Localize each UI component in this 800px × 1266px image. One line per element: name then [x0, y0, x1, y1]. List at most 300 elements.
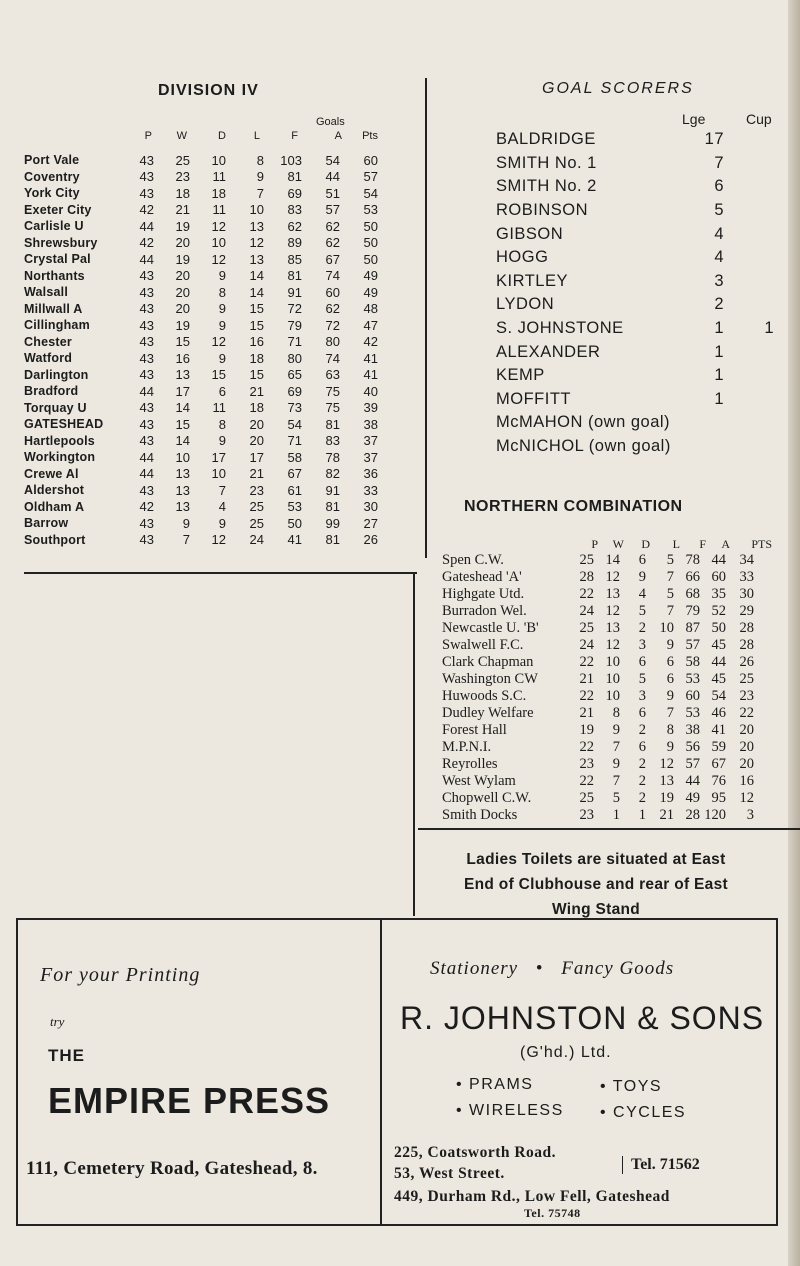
division-row — [24, 416, 378, 433]
stat-cell: 75 — [325, 383, 340, 399]
stat-cell: 1 — [638, 807, 646, 823]
address-line-3: 449, Durham Rd., Low Fell, Gateshead — [394, 1188, 670, 1205]
team-name: Newcastle U. 'B' — [442, 620, 539, 636]
stat-cell: 44 — [711, 654, 726, 670]
scorer-lge: 6 — [714, 177, 724, 196]
scorer-row — [496, 199, 774, 223]
stat-cell: 40 — [363, 383, 378, 399]
stat-cell: 83 — [325, 433, 340, 449]
stat-cell: 53 — [287, 499, 302, 515]
stat-cell: 83 — [287, 202, 302, 218]
stat-cell: 16 — [175, 350, 190, 366]
stat-cell: 21 — [579, 671, 594, 687]
stat-cell: 7 — [218, 482, 226, 498]
lower-divider — [413, 572, 415, 916]
team-name: Chester — [24, 334, 72, 349]
stat-cell: 33 — [739, 569, 754, 585]
division-row — [24, 350, 378, 367]
stat-cell: 23 — [579, 807, 594, 823]
stat-cell: 14 — [249, 268, 264, 284]
team-name: Walsall — [24, 285, 69, 300]
nc-row — [442, 790, 754, 807]
stat-cell: 42 — [139, 235, 154, 251]
stat-cell: 7 — [666, 705, 674, 721]
stat-cell: 21 — [659, 807, 674, 823]
team-name: Oldham A — [24, 499, 85, 514]
scorer-lge: 1 — [714, 366, 724, 385]
stat-cell: 54 — [711, 688, 726, 704]
team-name: Darlington — [24, 367, 89, 382]
stat-cell: 7 — [256, 185, 264, 201]
stat-cell: 99 — [325, 515, 340, 531]
nc-header-pts: PTS — [751, 537, 772, 551]
stat-cell: 74 — [325, 268, 340, 284]
stat-cell: 67 — [325, 251, 340, 267]
stat-cell: 7 — [182, 532, 190, 548]
stat-cell: 29 — [739, 603, 754, 619]
stat-cell: 27 — [363, 515, 378, 531]
team-name: Northants — [24, 268, 85, 283]
scorer-name: ROBINSON — [496, 201, 589, 220]
stat-cell: 20 — [739, 739, 754, 755]
stat-cell: 16 — [739, 773, 754, 789]
stat-cell: 63 — [325, 367, 340, 383]
stat-cell: 50 — [363, 251, 378, 267]
team-name: York City — [24, 186, 80, 201]
stat-cell: 47 — [363, 317, 378, 333]
stat-cell: 9 — [218, 350, 226, 366]
scorer-cup — [724, 340, 774, 364]
stat-cell: 9 — [218, 515, 226, 531]
header-a: A — [334, 130, 342, 142]
stat-cell: 95 — [711, 790, 726, 806]
stat-cell: 16 — [249, 334, 264, 350]
stat-cell: 91 — [325, 482, 340, 498]
stat-cell: 20 — [175, 235, 190, 251]
nc-row — [442, 688, 754, 705]
stat-cell: 8 — [256, 152, 264, 168]
stat-cell: 19 — [175, 317, 190, 333]
division-row — [24, 169, 378, 186]
team-name: Southport — [24, 532, 86, 547]
stat-cell: 60 — [685, 688, 700, 704]
stat-cell: 9 — [218, 268, 226, 284]
header-f: F — [291, 130, 298, 142]
stat-cell: 72 — [325, 317, 340, 333]
stat-cell: 26 — [739, 654, 754, 670]
stat-cell: 62 — [325, 301, 340, 317]
stat-cell: 45 — [711, 637, 726, 653]
team-name: Bradford — [24, 384, 79, 399]
stat-cell: 68 — [685, 586, 700, 602]
scorer-cup: 1 — [764, 319, 774, 338]
scorer-cup — [724, 199, 774, 223]
stat-cell: 43 — [139, 169, 154, 185]
header-p: P — [144, 130, 152, 142]
team-name: West Wylam — [442, 773, 516, 789]
division-row — [24, 482, 378, 499]
stat-cell: 65 — [287, 367, 302, 383]
scorer-name: SMITH No. 1 — [496, 153, 597, 172]
stat-cell: 43 — [139, 532, 154, 548]
scorer-cup — [724, 388, 774, 412]
stat-cell: 20 — [249, 416, 264, 432]
stat-cell: 13 — [175, 499, 190, 515]
stat-cell: 18 — [211, 185, 226, 201]
stat-cell: 28 — [685, 807, 700, 823]
team-name: Workington — [24, 450, 96, 465]
stat-cell: 19 — [579, 722, 594, 738]
stat-cell: 15 — [175, 334, 190, 350]
stat-cell: 42 — [139, 499, 154, 515]
stat-cell: 21 — [175, 202, 190, 218]
team-name: Crystal Pal — [24, 252, 91, 267]
stat-cell: 28 — [739, 637, 754, 653]
stat-cell: 4 — [218, 499, 226, 515]
stat-cell: 44 — [685, 773, 700, 789]
stat-cell: 43 — [139, 515, 154, 531]
scorer-row — [496, 364, 774, 388]
nc-row — [442, 756, 754, 773]
stat-cell: 58 — [685, 654, 700, 670]
nc-row — [442, 620, 754, 637]
stat-cell: 89 — [287, 235, 302, 251]
stat-cell: 54 — [287, 416, 302, 432]
stat-cell: 23 — [579, 756, 594, 772]
scorer-lge — [684, 411, 724, 435]
scorer-cup — [724, 175, 774, 199]
team-name: Cillingham — [24, 318, 90, 333]
scorer-lge: 1 — [714, 319, 724, 338]
stat-cell: 3 — [638, 637, 646, 653]
stat-cell: 66 — [685, 569, 700, 585]
team-name: Burradon Wel. — [442, 603, 527, 619]
stat-cell: 11 — [212, 400, 226, 416]
header-w: W — [176, 130, 187, 142]
scorer-row — [496, 435, 774, 459]
nc-row — [442, 773, 754, 790]
stat-cell: 9 — [182, 515, 190, 531]
stat-cell: 20 — [739, 722, 754, 738]
stat-cell: 12 — [659, 756, 674, 772]
stat-cell: 21 — [579, 705, 594, 721]
division-row — [24, 317, 378, 334]
stat-cell: 43 — [139, 152, 154, 168]
center-divider — [425, 78, 427, 558]
division-row — [24, 433, 378, 450]
nc-header-d: D — [641, 537, 650, 551]
stat-cell: 6 — [638, 739, 646, 755]
stat-cell: 24 — [579, 637, 594, 653]
stat-cell: 25 — [579, 790, 594, 806]
stat-cell: 13 — [605, 620, 620, 636]
stat-cell: 28 — [739, 620, 754, 636]
stat-cell: 80 — [287, 350, 302, 366]
stat-cell: 75 — [325, 400, 340, 416]
nc-rows — [442, 552, 754, 824]
team-name: Clark Chapman — [442, 654, 534, 670]
team-name: M.P.N.I. — [442, 739, 492, 755]
division-row — [24, 284, 378, 301]
division-rows — [24, 152, 378, 548]
stat-cell: 44 — [139, 218, 154, 234]
stat-cell: 73 — [287, 400, 302, 416]
stat-cell: 13 — [175, 466, 190, 482]
stat-cell: 22 — [579, 739, 594, 755]
team-name: Crewe Al — [24, 466, 79, 481]
nc-table-body — [442, 552, 754, 824]
stationery-label: Stationery — [430, 958, 519, 979]
team-name: Aldershot — [24, 483, 85, 498]
team-name: Barrow — [24, 516, 69, 531]
stat-cell: 15 — [211, 367, 226, 383]
team-name: Dudley Welfare — [442, 705, 534, 721]
stat-cell: 9 — [666, 739, 674, 755]
stat-cell: 79 — [287, 317, 302, 333]
stat-cell: 3 — [746, 807, 754, 823]
stat-cell: 22 — [579, 654, 594, 670]
stat-cell: 62 — [325, 218, 340, 234]
stat-cell: 12 — [211, 334, 226, 350]
stat-cell: 14 — [249, 284, 264, 300]
scorer-name: SMITH No. 2 — [496, 177, 597, 196]
stat-cell: 43 — [139, 416, 154, 432]
stat-cell: 41 — [363, 350, 378, 366]
division-row — [24, 301, 378, 318]
scorer-cup — [724, 270, 774, 294]
division-row — [24, 383, 378, 400]
scorer-name: McMAHON (own goal) — [496, 413, 671, 432]
stat-cell: 35 — [711, 586, 726, 602]
header-l: L — [253, 130, 260, 142]
stat-cell: 91 — [287, 284, 302, 300]
stat-cell: 41 — [363, 367, 378, 383]
bullet-separator: • — [535, 958, 544, 979]
lge-header: Lge — [682, 111, 706, 127]
stat-cell: 19 — [175, 251, 190, 267]
team-name: GATESHEAD — [24, 417, 104, 432]
stat-cell: 25 — [579, 620, 594, 636]
team-name: Swalwell F.C. — [442, 637, 524, 653]
stat-cell: 5 — [638, 603, 646, 619]
nc-row — [442, 569, 754, 586]
stat-cell: 11 — [212, 202, 226, 218]
scorer-row — [496, 293, 774, 317]
stat-cell: 13 — [605, 586, 620, 602]
stat-cell: 6 — [638, 654, 646, 670]
nc-row — [442, 705, 754, 722]
stat-cell: 49 — [363, 284, 378, 300]
page-edge — [788, 0, 800, 1266]
scorer-name: HOGG — [496, 248, 549, 267]
stat-cell: 36 — [363, 466, 378, 482]
nc-header-l: L — [672, 537, 680, 551]
division-title: DIVISION IV — [158, 82, 259, 99]
scorer-name: GIBSON — [496, 224, 564, 243]
stat-cell: 43 — [139, 350, 154, 366]
address-line-1: 225, Coatsworth Road. — [394, 1144, 557, 1161]
division-header-row — [24, 130, 416, 146]
team-name: Millwall A — [24, 301, 83, 316]
stat-cell: 12 — [605, 569, 620, 585]
stat-cell: 20 — [175, 284, 190, 300]
stat-cell: 58 — [287, 449, 302, 465]
nc-row — [442, 637, 754, 654]
stat-cell: 18 — [175, 185, 190, 201]
stat-cell: 24 — [249, 532, 264, 548]
division-row — [24, 449, 378, 466]
stat-cell: 60 — [363, 152, 378, 168]
scorer-row — [496, 152, 774, 176]
stat-cell: 43 — [139, 367, 154, 383]
team-name: Hartlepools — [24, 433, 95, 448]
division-row — [24, 202, 378, 219]
stat-cell: 2 — [638, 620, 646, 636]
stat-cell: 9 — [638, 569, 646, 585]
scorer-lge: 17 — [704, 130, 724, 149]
notice-line-3: Wing Stand — [551, 901, 641, 918]
stat-cell: 46 — [711, 705, 726, 721]
toilets-notice — [426, 847, 766, 922]
scorer-lge: 2 — [714, 295, 724, 314]
division-row — [24, 185, 378, 202]
scorer-cup — [724, 246, 774, 270]
stat-cell: 81 — [287, 169, 302, 185]
stat-cell: 17 — [249, 449, 264, 465]
stat-cell: 2 — [638, 756, 646, 772]
stat-cell: 67 — [287, 466, 302, 482]
stat-cell: 13 — [175, 482, 190, 498]
team-name: Chopwell C.W. — [442, 790, 532, 806]
stat-cell: 9 — [256, 169, 264, 185]
stat-cell: 30 — [363, 499, 378, 515]
division-bottom-rule — [24, 572, 417, 574]
stat-cell: 3 — [638, 688, 646, 704]
division-row — [24, 532, 378, 549]
stat-cell: 43 — [139, 334, 154, 350]
stat-cell: 76 — [711, 773, 726, 789]
stat-cell: 38 — [363, 416, 378, 432]
stat-cell: 21 — [249, 466, 264, 482]
stat-cell: 22 — [579, 688, 594, 704]
stat-cell: 17 — [175, 383, 190, 399]
nc-row — [442, 603, 754, 620]
stat-cell: 37 — [363, 433, 378, 449]
stat-cell: 10 — [175, 449, 190, 465]
stat-cell: 54 — [363, 185, 378, 201]
stat-cell: 30 — [739, 586, 754, 602]
stat-cell: 52 — [711, 603, 726, 619]
stat-cell: 10 — [249, 202, 264, 218]
stat-cell: 67 — [711, 756, 726, 772]
stat-cell: 44 — [325, 169, 340, 185]
division-row — [24, 466, 378, 483]
scorer-cup — [724, 364, 774, 388]
stat-cell: 19 — [175, 218, 190, 234]
stat-cell: 10 — [605, 671, 620, 687]
stat-cell: 18 — [249, 400, 264, 416]
stat-cell: 5 — [612, 790, 620, 806]
stat-cell: 8 — [218, 284, 226, 300]
stat-cell: 14 — [605, 552, 620, 568]
printing-tagline: For your Printing — [40, 964, 201, 986]
stat-cell: 44 — [139, 383, 154, 399]
stat-cell: 8 — [218, 416, 226, 432]
stat-cell: 12 — [211, 251, 226, 267]
scorer-row — [496, 270, 774, 294]
nc-row — [442, 722, 754, 739]
stat-cell: 53 — [685, 671, 700, 687]
stat-cell: 20 — [175, 301, 190, 317]
stat-cell: 9 — [218, 301, 226, 317]
stat-cell: 12 — [249, 235, 264, 251]
scorer-name: McNICHOL (own goal) — [496, 437, 671, 456]
stat-cell: 53 — [363, 202, 378, 218]
nc-header-p: P — [591, 537, 598, 551]
scorer-lge: 4 — [714, 248, 724, 267]
team-name: Watford — [24, 351, 73, 366]
stat-cell: 22 — [579, 773, 594, 789]
scorer-lge: 5 — [714, 201, 724, 220]
stat-cell: 41 — [711, 722, 726, 738]
stat-cell: 56 — [685, 739, 700, 755]
scorer-row — [496, 317, 774, 341]
stat-cell: 87 — [685, 620, 700, 636]
stat-cell: 15 — [249, 317, 264, 333]
stat-cell: 50 — [363, 235, 378, 251]
nc-row — [442, 552, 754, 569]
stat-cell: 78 — [685, 552, 700, 568]
try-text: try — [50, 1014, 65, 1029]
stat-cell: 7 — [666, 569, 674, 585]
nc-header-w: W — [612, 537, 624, 551]
stat-cell: 20 — [175, 268, 190, 284]
goals-label: Goals — [316, 116, 345, 128]
stat-cell: 81 — [325, 416, 340, 432]
scorer-name: KIRTLEY — [496, 271, 568, 290]
stat-cell: 5 — [666, 552, 674, 568]
team-name: Carlisle U — [24, 219, 84, 234]
stat-cell: 2 — [638, 773, 646, 789]
stat-cell: 7 — [666, 603, 674, 619]
stat-cell: 74 — [325, 350, 340, 366]
team-name: Spen C.W. — [442, 552, 504, 568]
stat-cell: 25 — [739, 671, 754, 687]
stat-cell: 20 — [739, 756, 754, 772]
stat-cell: 15 — [249, 301, 264, 317]
stat-cell: 79 — [685, 603, 700, 619]
nc-header-a: A — [721, 537, 730, 551]
notice-line-1: Ladies Toilets are situated at East — [466, 851, 726, 868]
stat-cell: 57 — [363, 169, 378, 185]
division-row — [24, 218, 378, 235]
stat-cell: 10 — [211, 235, 226, 251]
division-row — [24, 235, 378, 252]
stat-cell: 23 — [175, 169, 190, 185]
empire-press-address: 111, Cemetery Road, Gateshead, 8. — [26, 1158, 318, 1179]
team-name: Washington CW — [442, 671, 538, 687]
stat-cell: 81 — [287, 268, 302, 284]
item-wireless: • WIRELESS — [456, 1102, 564, 1119]
stat-cell: 6 — [638, 552, 646, 568]
stat-cell: 10 — [659, 620, 674, 636]
division-row — [24, 499, 378, 516]
stat-cell: 14 — [175, 433, 190, 449]
stat-cell: 6 — [218, 383, 226, 399]
scorer-lge: 3 — [714, 271, 724, 290]
stat-cell: 2 — [638, 790, 646, 806]
scorer-lge: 4 — [714, 224, 724, 243]
